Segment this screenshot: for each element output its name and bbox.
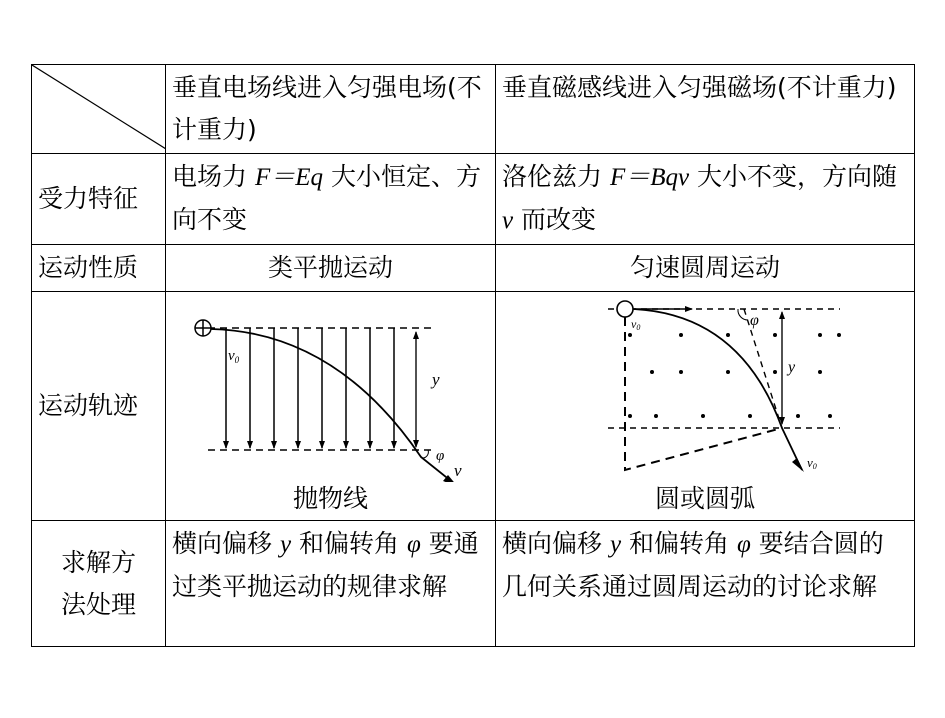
motion-electric: 类平抛运动: [166, 245, 496, 292]
trajectory-label: 运动轨迹: [32, 292, 166, 521]
trajectory-row: [32, 292, 915, 521]
header-magnetic: 垂直磁感线进入匀强磁场(不计重力): [496, 65, 915, 154]
motion-label: 运动性质: [32, 245, 166, 292]
mag-phi-label: φ: [750, 312, 759, 329]
particle-icon: [617, 301, 633, 317]
method-row: [32, 521, 915, 647]
header-electric: 垂直电场线进入匀强电场(不计重力): [166, 65, 496, 154]
mag-y-label: y: [788, 359, 796, 376]
comparison-table: [31, 64, 915, 647]
electric-force-formula: F＝Eq: [254, 164, 323, 191]
y-label: y: [432, 370, 440, 389]
method-magnetic: 横向偏移 y 和偏转角 φ 要结合圆的几何关系通过圆周运动的讨论求解: [496, 521, 915, 647]
circle-arc-diagram: [496, 292, 915, 482]
v-label: v: [454, 461, 462, 480]
mag-velocity-arrowhead: [792, 458, 804, 472]
v0-label: $v_0$: [228, 348, 240, 365]
diagonal-line: [32, 65, 166, 149]
mag-v0-label: v0: [631, 317, 641, 332]
parabola-trajectory: [211, 329, 456, 482]
magnetic-force-formula: F＝Bqv: [609, 164, 690, 191]
force-row: [32, 154, 915, 245]
magnetic-caption: 圆或圆弧: [654, 484, 755, 513]
parabola-diagram: [166, 292, 496, 482]
mag-v-label: v0: [807, 455, 817, 471]
motion-row: [32, 245, 915, 292]
radius-dashed-lines: [625, 317, 782, 470]
phi-label: φ: [436, 448, 445, 464]
method-label: 求解方法处理: [32, 521, 166, 647]
trajectory-electric-cell: [166, 292, 496, 521]
motion-magnetic: 匀速圆周运动: [496, 245, 915, 292]
diagonal-corner-cell: [32, 65, 166, 154]
force-electric: 电场力 F＝Eq 大小恒定、方向不变: [166, 154, 496, 245]
force-label: 受力特征: [32, 154, 166, 245]
electric-field-lines: [226, 328, 394, 448]
magnetic-field-dots: [628, 333, 841, 418]
trajectory-magnetic-cell: [496, 292, 915, 521]
electric-caption: 抛物线: [292, 484, 368, 513]
method-electric: 横向偏移 y 和偏转角 φ 要通过类平抛运动的规律求解: [166, 521, 496, 647]
header-row: [32, 65, 915, 154]
force-magnetic: 洛伦兹力 F＝Bqv 大小不变，方向随 v 而改变: [496, 154, 915, 245]
